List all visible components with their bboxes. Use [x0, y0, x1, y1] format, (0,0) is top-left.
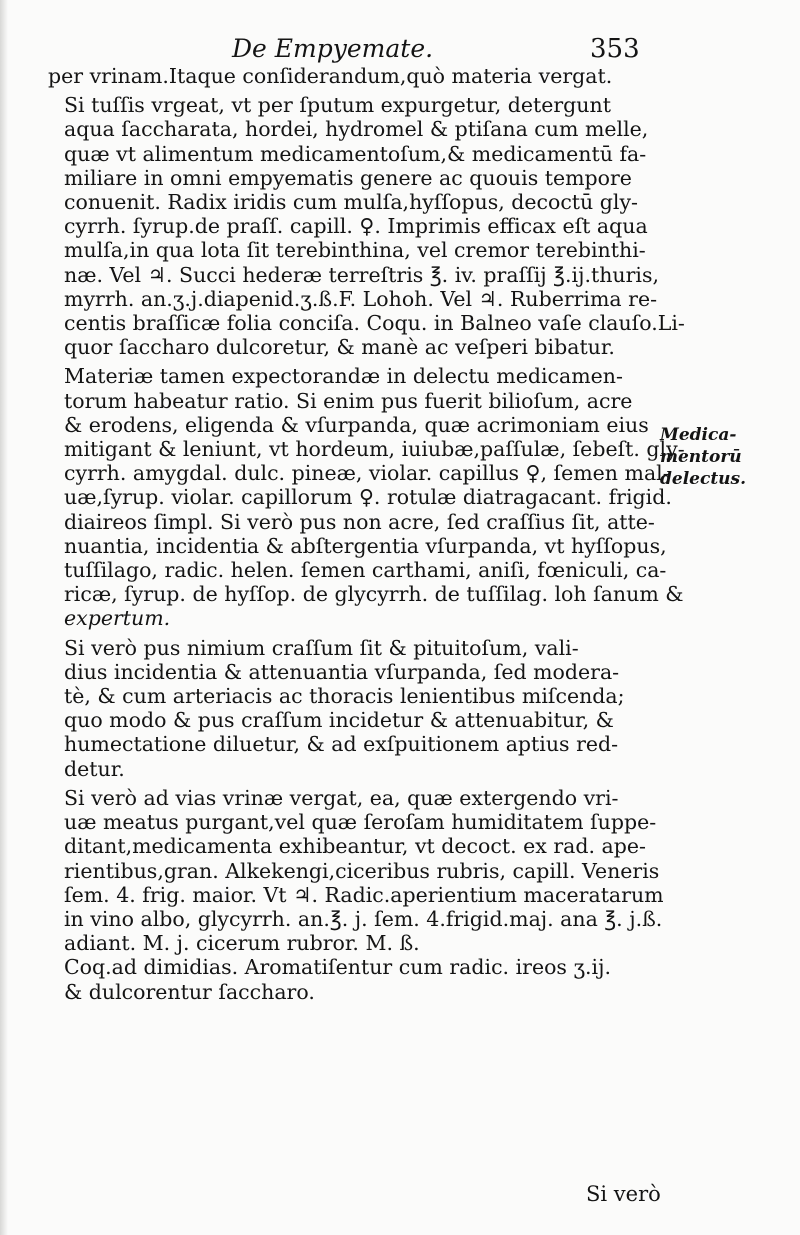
text-line: dius incidentia & attenuantia vſurpanda, ſed moderа- [64, 659, 620, 684]
text-line: nuantia, incidentia & abſtergentia vſurpanda, vt hyſſopus, [64, 533, 667, 558]
paragraph-2 [48, 93, 685, 360]
text-line: ricæ, ſyrup. de hyſſop. de glycyrrh. de tuſſilag. loh ſanum & [64, 582, 684, 607]
catchword: Si verò [586, 1182, 661, 1206]
text-line: & erodens, eligenda & vſurpanda, quæ acrimoniam eius [64, 412, 649, 437]
text-line: expertum. [64, 606, 171, 631]
marginal-note-line: mentorū [660, 447, 742, 467]
text-line: centis braſſicæ folia conciſa. Coqu. in Balneo vaſe clauſo.Li- [64, 311, 685, 336]
marginal-note [660, 424, 790, 490]
text-line: quor ſaccharo dulcoretur, & manè ac veſperi bibatur. [64, 335, 615, 360]
text-line: humectatione diluetur, & ad exſpuitionem aptius red- [64, 732, 619, 757]
page-number: 353 [590, 34, 640, 64]
paragraph-3 [48, 364, 685, 631]
text-line: uæ meatus purgant,vel quæ ſeroſam humiditatem ſuppe- [64, 810, 657, 835]
marginal-note-line: delectus. [660, 469, 747, 489]
text-line: aqua ſaccharata, hordei, hydromel & ptiſana cum melle, [64, 117, 649, 142]
page-header [0, 34, 800, 68]
paragraph-1 [48, 64, 668, 88]
text-line: diaireos ſimpl. Si verò pus non acre, ſed craſſius ſit, atte- [64, 509, 655, 534]
text-line: torum habeatur ratio. Si enim pus fuerit bilioſum, acre [64, 388, 633, 413]
text-line: tuſſilago, radic. helen. ſemen carthami, aniſi, fœniculi, ca- [64, 558, 667, 583]
text-line: in vino albo, glycyrrh. an.℥. j. ſem. 4.frigid.maj. ana ℥. j.ß. [64, 906, 663, 931]
text-line: myrrh. an.ʒ.j.diapenid.ʒ.ß.F. Lohoh. Vel ♃. Ruberrima re- [64, 286, 658, 311]
text-line: quo modo & pus craſſum incidetur & attenuabitur, & [64, 708, 614, 733]
page-edge-shadow [0, 0, 8, 1235]
text-line: uæ,ſyrup. violar. capillorum ♀. rotulæ diatragacant. frigid. [64, 485, 672, 510]
text-line: per vrinam.Itaque conſiderandum,quò materia vergat. [48, 64, 613, 88]
paragraph-5 [48, 786, 668, 1004]
text-line: tè, & cum arteriacis ac thoracis lenientibus miſcenda; [64, 684, 625, 709]
text-line: detur. [64, 756, 125, 781]
text-line: ſem. 4. frig. maior. Vt ♃. Radic.aperientium maceratarum [64, 882, 664, 907]
text-line: Si tuſſis vrgeat, vt per ſputum expurgetur, detergunt [64, 93, 611, 118]
main-text-block [48, 64, 685, 1009]
text-line: ditant,medicamenta exhibeantur, vt decoct. ex rad. ape- [64, 834, 646, 859]
text-line: adiant. M. j. cicerum rubror. M. ß. [64, 931, 420, 956]
text-line: miliare in omni empyematis genere ac quouis tempore [64, 165, 632, 190]
text-line: mitigant & leniunt, vt hordeum, iuiubæ,paſſulæ, ſebeſt. gly- [64, 437, 685, 462]
text-line: næ. Vel ♃. Succi hederæ terreſtris ℥. iv. praſſij ℥.ij.thuris, [64, 262, 660, 287]
text-line: rientibus,gran. Alkekengi,ciceribus rubris, capill. Veneris [64, 858, 660, 883]
paragraph-4 [48, 636, 668, 781]
text-line: & dulcorentur ſaccharo. [64, 979, 315, 1004]
marginal-note-line: Medica- [660, 425, 737, 445]
text-line: quæ vt alimentum medicamentoſum,& medicamentū fa- [64, 141, 647, 166]
text-line: cyrrh. ſyrup.de praſſ. capill. ♀. Imprimis efficax eſt aqua [64, 214, 648, 239]
text-line: Materiæ tamen expectorandæ in delectu medicamen- [64, 364, 623, 389]
text-line: Si verò pus nimium craſſum ſit & pituitoſum, vali- [64, 635, 579, 660]
text-line: conuenit. Radix iridis cum mulſa,hyſſopus, decoctū gly- [64, 190, 638, 215]
running-head: De Empyemate. [232, 34, 434, 63]
text-line: cyrrh. amygdal. dulc. pineæ, violar. capillus ♀, ſemen mal- [64, 461, 670, 486]
text-line: mulſa,in qua lota ſit terebinthina, vel cremor terebinthi- [64, 238, 646, 263]
text-line: Coq.ad dimidias. Aromatiſentur cum radic. ireos ʒ.ij. [64, 955, 611, 980]
text-line: Si verò ad vias vrinæ vergat, ea, quæ extergendo vri- [64, 785, 619, 810]
